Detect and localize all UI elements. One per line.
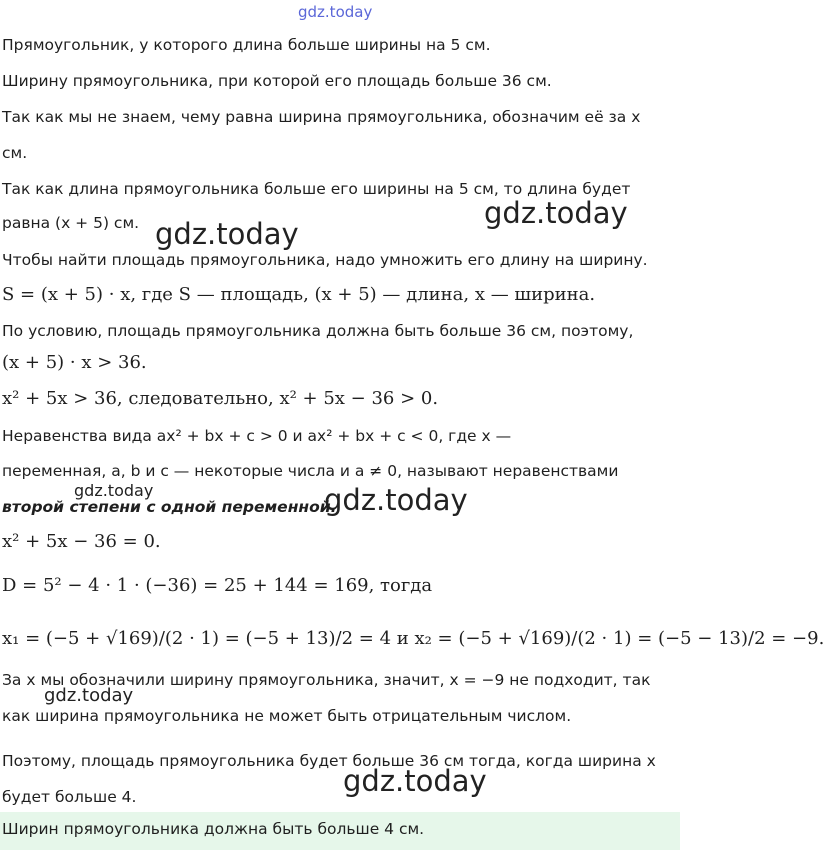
watermark-top: gdz.today (298, 3, 373, 21)
text-line: За x мы обозначили ширину прямоугольника, значит, x = −9 не подходит, так (2, 671, 651, 689)
text-line: будет больше 4. (2, 788, 137, 806)
text-line: как ширина прямоугольника не может быть отрицательным числом. (2, 707, 572, 725)
text-line: переменная, a, b и c — некоторые числа и a ≠ 0, называют неравенствами (2, 462, 619, 480)
watermark: gdz.today (155, 217, 299, 251)
text-line: Неравенства вида ax² + bx + c > 0 и ax² + bx + c < 0, где x — (2, 427, 512, 445)
text-line: Так как длина прямоугольника больше его ширины на 5 см, то длина будет (2, 180, 631, 198)
text-line: Чтобы найти площадь прямоугольника, надо умножить его длину на ширину. (2, 251, 648, 269)
answer-box (0, 812, 680, 850)
watermark: gdz.today (484, 196, 628, 230)
watermark: gdz.today (74, 481, 154, 500)
find-line: Ширину прямоугольника, при которой его площадь больше 36 см. (2, 72, 552, 90)
watermark: gdz.today (343, 764, 487, 798)
watermark: gdz.today (324, 483, 468, 517)
quadratic-equation: x² + 5x − 36 = 0. (2, 531, 161, 552)
roots: x₁ = (−5 + √169)/(2 · 1) = (−5 + 13)/2 = 4 и x₂ = (−5 + √169)/(2 · 1) = (−5 − 13)/2 = −9. (2, 628, 824, 649)
discriminant: D = 5² − 4 · 1 · (−36) = 25 + 144 = 169, тогда (2, 575, 433, 596)
answer-text: Ширин прямоугольника должна быть больше 4 см. (2, 820, 425, 838)
text-line: равна (x + 5) см. (2, 214, 140, 232)
text-line: По условию, площадь прямоугольника должна быть больше 36 см, поэтому, (2, 322, 634, 340)
text-line: Так как мы не знаем, чему равна ширина прямоугольника, обозначим её за x (2, 108, 641, 126)
given-line: Прямоугольник, у которого длина больше ширины на 5 см. (2, 36, 491, 54)
watermark: gdz.today (44, 685, 134, 706)
inequality-expanded: x² + 5x > 36, следовательно, x² + 5x − 36 > 0. (2, 388, 439, 409)
definition-term: второй степени с одной переменной. (2, 498, 337, 516)
text-line: Поэтому, площадь прямоугольника будет больше 36 см тогда, когда ширина x (2, 752, 656, 770)
formula-area: S = (x + 5) · x, где S — площадь, (x + 5) — длина, x — ширина. (2, 284, 596, 305)
text-line: см. (2, 144, 28, 162)
inequality: (x + 5) · x > 36. (2, 352, 147, 373)
